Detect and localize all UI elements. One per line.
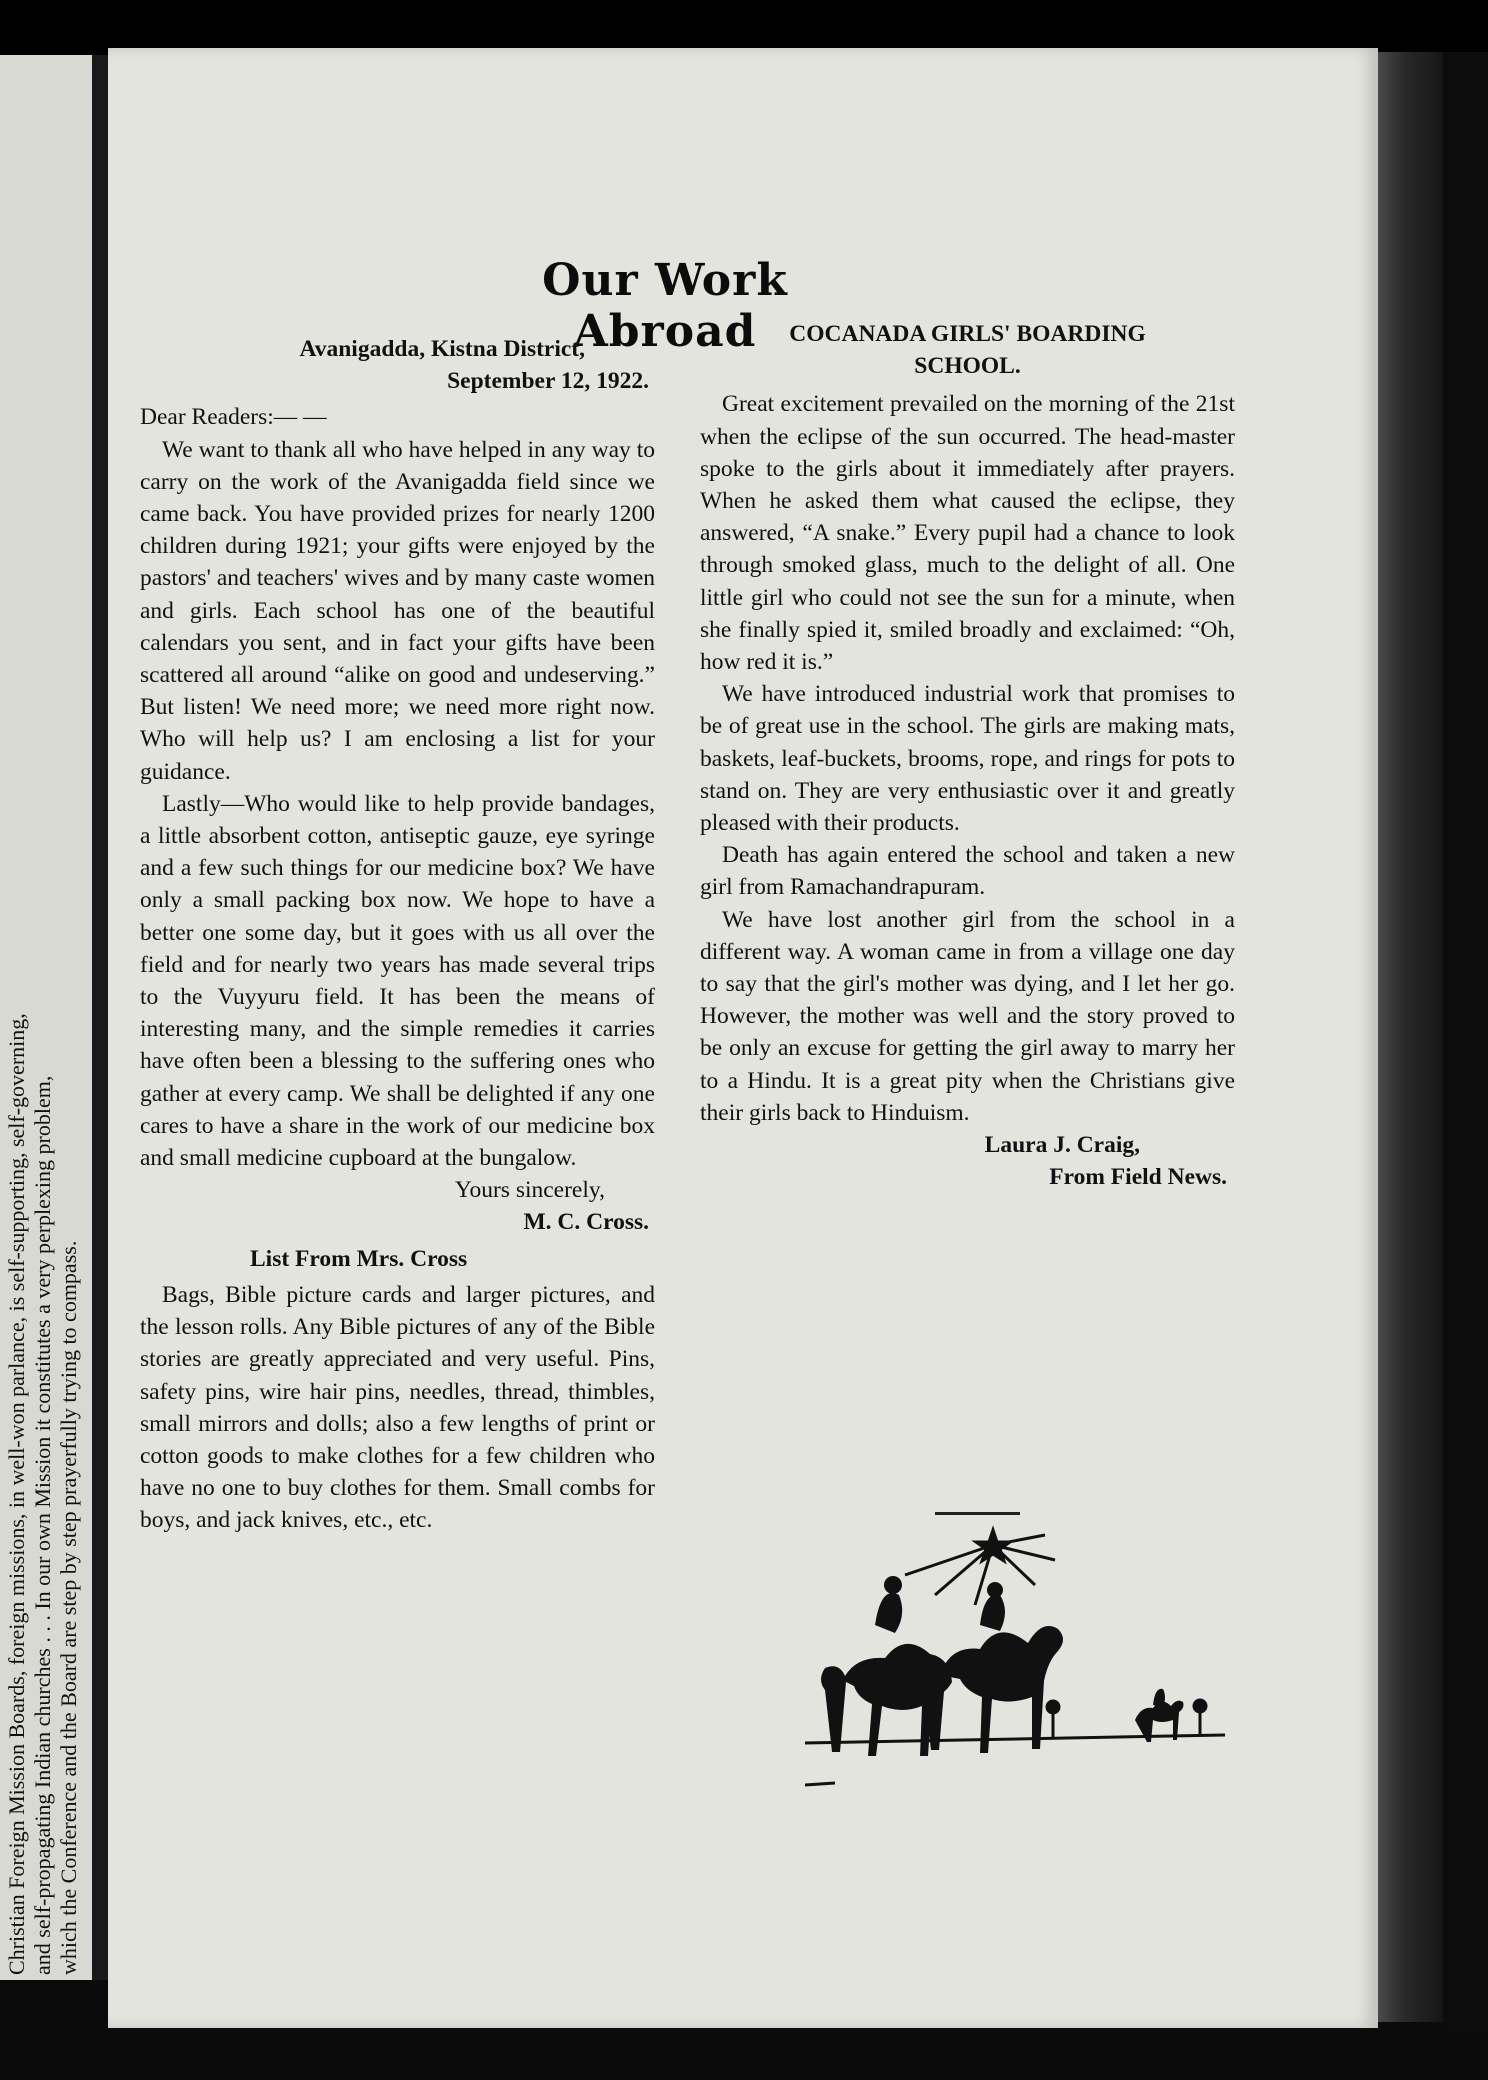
right-column bbox=[700, 318, 1235, 1193]
article-signature: Laura J. Craig, bbox=[984, 1132, 1140, 1159]
article-source: From Field News. bbox=[1049, 1164, 1227, 1191]
letter-paragraph: Lastly—Who would like to help provide bandages, a little absorbent cotton, antiseptic gauze, eye syringe and a few such things for our medicine box? We have only a small packing box now. We hope to have a better one some day, but it goes with us all over the field and for nearly two years has made several trips to the Vuyyuru field. It has been the means of interesting many, and the simple remedies it carries have often been a blessing to the suffering ones who gather at every camp. We shall be delighted if any one cares to have a share in the work of our medicine box and small medicine cupboard at the bungalow. bbox=[140, 790, 655, 1172]
scan-right-border bbox=[1443, 52, 1488, 2032]
article-paragraph: We have introduced industrial work that promises to be of great use in the school. The girls are making mats, baskets, leaf-buckets, brooms, rope, and rings for pots to stand on. They are very enthusiastic over it and greatly pleased with their products. bbox=[700, 681, 1235, 837]
page-edge-shadow bbox=[1378, 52, 1443, 2022]
camel-icon bbox=[925, 1582, 1063, 1753]
list-paragraph: Bags, Bible picture cards and larger pictures, and the lesson rolls. Any Bible pictures of any of the Bible stories are greatly appreciated and very useful. Pins, safety pins, wire hair pins, needles, thread, thimbles, small mirrors and dolls; also a few lengths of print or cotton goods to make clothes for a few children who have no one to buy clothes for them. Small combs for boys, and jack knives, etc., etc. bbox=[140, 1281, 655, 1534]
letter-paragraph: We want to thank all who have helped in any way to carry on the work of the Avanigadda field since we came back. You have provided prizes for nearly 1200 children during 1921; your gifts were enjoyed by the pastors' and teachers' wives and by many caste women and girls. Each school has one of the beautiful calendars you sent, and in fact your gifts have been scattered all around “alike on good and undeserving.” But listen! We need more; we need more right now. Who will help us? I am enclosing a list for your guidance. bbox=[140, 436, 655, 785]
left-column bbox=[140, 333, 655, 1537]
dateline-place: Avanigadda, Kistna District, bbox=[299, 336, 585, 362]
article-paragraph: We have lost another girl from the school in a different way. A woman came in from a village one day to say that the girl's mother was dying, and I let her go. However, the mother was well and the story proved to be only an excuse for getting the girl away to marry her to a Hindu. It is a great pity when the Christians give their girls back to Hinduism. bbox=[700, 906, 1235, 1126]
letter-signature: M. C. Cross. bbox=[523, 1209, 649, 1236]
wise-men-camels-illustration bbox=[805, 1515, 1225, 1815]
star-icon bbox=[905, 1530, 1055, 1605]
page-gutter bbox=[92, 55, 108, 1980]
list-heading: List From Mrs. Cross bbox=[250, 1245, 468, 1272]
adjacent-page-text bbox=[4, 75, 88, 1975]
article-title: COCANADA GIRLS' BOARDING bbox=[789, 321, 1146, 347]
letter-closing: Yours sincerely, bbox=[454, 1177, 605, 1204]
article-paragraph: Great excitement prevailed on the morning of the 21st when the eclipse of the sun occurred. The head-master spoke to the girls about it immediately after prayers. When he asked them what caused the eclipse, they answered, “A snake.” Every pupil had a chance to look through smoked glass, much to the delight of all. One little girl who could not see the sun for a minute, when she finally spied it, smiled broadly and exclaimed: “Oh, how red it is.” bbox=[700, 391, 1235, 676]
margin-line: which the Conference and the Board are step by step prayerfully trying to compass. bbox=[56, 1240, 81, 1975]
article-title-cont: SCHOOL. bbox=[914, 353, 1021, 380]
camel-icon bbox=[1135, 1689, 1184, 1742]
margin-line: Christian Foreign Mission Boards, foreign missions, in well-won parlance, is self-supporting, self-governing, bbox=[4, 1013, 29, 1975]
margin-line: and self-propagating Indian churches . . . In our own Mission it constitutes a very perplexing problem, bbox=[30, 1075, 55, 1975]
section-heading: Our Work Abroad bbox=[542, 255, 788, 357]
salutation: Dear Readers:— — bbox=[140, 404, 327, 431]
article-paragraph: Death has again entered the school and taken a new girl from Ramachandrapuram. bbox=[700, 842, 1235, 901]
dateline-date: September 12, 1922. bbox=[447, 368, 649, 395]
